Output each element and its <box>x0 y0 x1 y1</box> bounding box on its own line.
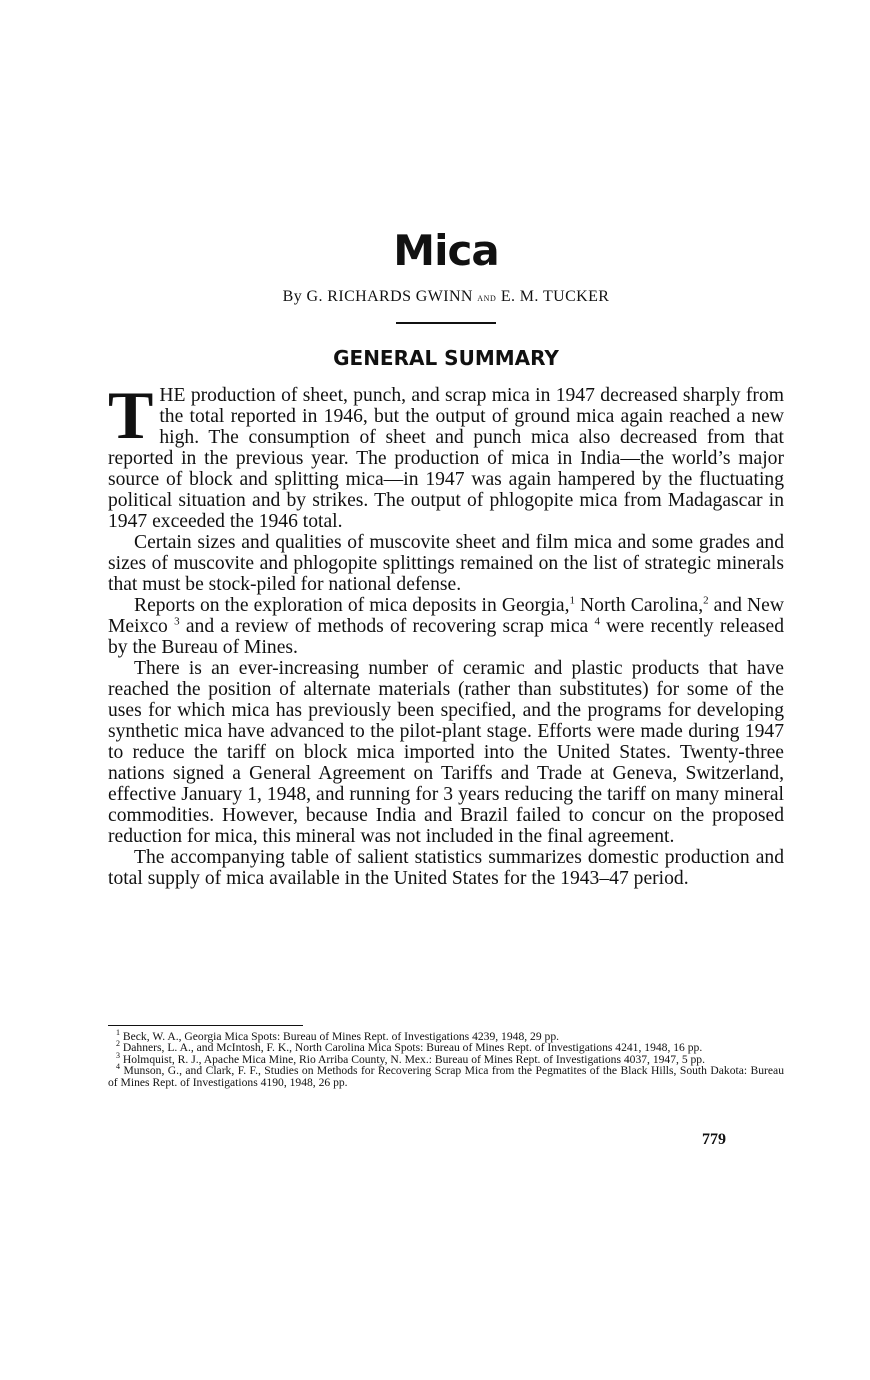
paragraph-1 <box>108 377 784 532</box>
footnote-ref-1: 1 <box>569 594 575 607</box>
paragraph-3 <box>108 595 784 658</box>
page-number: 779 <box>702 1131 726 1148</box>
byline-conjunction: and <box>477 292 497 304</box>
footnote-ref-4: 4 <box>594 615 600 628</box>
article-title: Mica <box>393 226 499 275</box>
footnotes <box>108 1028 784 1089</box>
footnote-ref-2: 2 <box>703 594 709 607</box>
byline-second-author: E. M. TUCKER <box>500 288 610 305</box>
footnote-ref-3: 3 <box>174 615 180 628</box>
paragraph-1-text: HE production of sheet, punch, and scrap mica in 1947 decreased sharply from the total reported in 1946, but the output of ground mica again reached a new high. The consumption of sheet and punch mica also decreased from that reported in the previous year. The production of mica in India—the world’s major source of block and splitting mica—in 1947 was again hampered by the fluctuating political situation and by strikes. The output of phlogopite mica from Madagascar in 1947 exceeded the 1946 total. <box>108 385 784 532</box>
paragraph-3-text-d: and a review of methods of recovering scrap mica <box>179 616 595 637</box>
footnote-number: 2 <box>116 1039 120 1049</box>
byline <box>108 288 784 306</box>
paragraph-3-text-c: and New Meixco <box>108 595 784 637</box>
byline-first-author: By G. RICHARDS GWINN <box>282 288 473 305</box>
paragraph-4: There is an ever-increasing number of ceramic and plastic products that have reached the position of alternate materials (rather than substitutes) for some of the uses for which mica has previously been specified, and the programs for developing synthetic mica have advanced to the pilot-plant stage. Efforts were made during 1947 to reduce the tariff on block mica imported into the United States. Twenty-three nations signed a General Agreement on Tariffs and Trade at Geneva, Switzerland, effective January 1, 1948, and running for 3 years reducing the tariff on many mineral commodities. However, because India and Brazil failed to concur on the proposed reduction for mica, this mineral was not included in the final agreement. <box>108 658 784 847</box>
article-body <box>108 377 784 889</box>
title-divider <box>396 322 496 324</box>
footnote-number: 3 <box>116 1050 120 1060</box>
paragraph-5: The accompanying table of salient statistics summarizes domestic production and total supply of mica available in the United States for the 1943–47 period. <box>108 847 784 889</box>
paragraph-3-text-b: North Carolina, <box>574 595 704 616</box>
paragraph-3-text-a: Reports on the exploration of mica deposits in Georgia, <box>134 595 570 616</box>
footnote-number: 1 <box>116 1028 120 1038</box>
drop-cap: T <box>108 377 154 453</box>
footnote-4 <box>108 1062 784 1089</box>
footnote-text: Munson, G., and Clark, F. F., Studies on Methods for Recovering Scrap Mica from the Pegmatites of the Black Hills, South Dakota: Bureau of Mines Rept. of Investigations 4190, 1948, 26 pp. <box>108 1064 784 1089</box>
section-heading: GENERAL SUMMARY <box>333 346 559 370</box>
footnote-divider <box>108 1025 303 1026</box>
footnote-text: Dahners, L. A., and McIntosh, F. K., North Carolina Mica Spots: Bureau of Mines Rept. of Investigations 4241, 1948, 16 pp. <box>122 1041 703 1055</box>
paragraph-2: Certain sizes and qualities of muscovite sheet and film mica and some grades and sizes of muscovite and phlogopite splittings remained on the list of strategic minerals that must be stock-piled for national defense. <box>108 532 784 595</box>
paragraph-3-text-e: were recently released by the Bureau of Mines. <box>108 616 784 658</box>
footnote-text: Holmquist, R. J., Apache Mica Mine, Rio Arriba County, N. Mex.: Bureau of Mines Rept. of Investigations 4037, 1947, 5 pp. <box>122 1052 706 1066</box>
footnote-number: 4 <box>116 1062 120 1072</box>
footnote-text: Beck, W. A., Georgia Mica Spots: Bureau of Mines Rept. of Investigations 4239, 1948, 29 pp. <box>122 1030 560 1043</box>
